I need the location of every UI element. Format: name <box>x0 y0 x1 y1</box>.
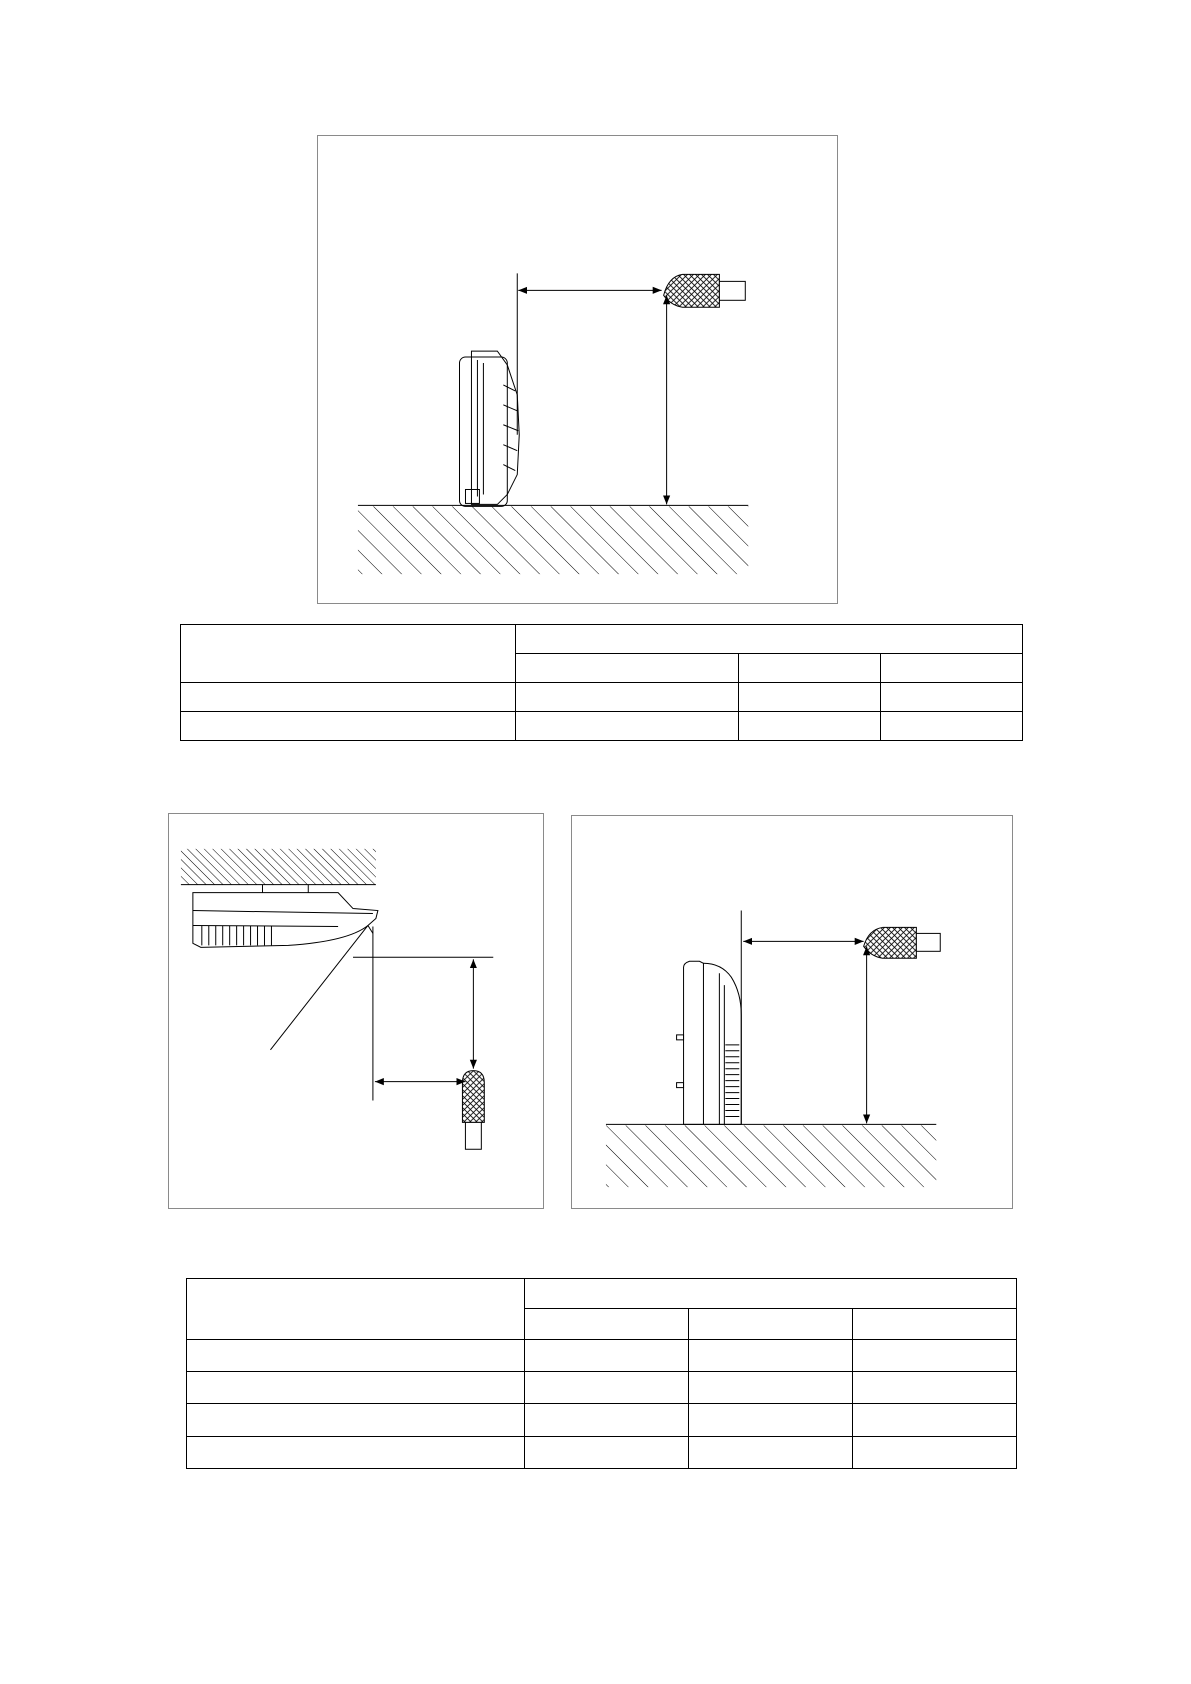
figure-floor-stand-svg <box>572 816 1012 1208</box>
spec-table-1 <box>180 624 1023 741</box>
table-header-cell <box>739 654 881 683</box>
table-row <box>187 1371 1017 1403</box>
table-row <box>187 1404 1017 1436</box>
table-cell <box>739 712 881 741</box>
table-cell <box>689 1339 853 1371</box>
spec-table-2 <box>186 1278 1017 1469</box>
table-cell <box>853 1371 1017 1403</box>
table-cell <box>853 1339 1017 1371</box>
table-header-cell <box>187 1279 525 1340</box>
table-cell <box>525 1371 689 1403</box>
sensor-probe-drawing <box>664 274 746 307</box>
table-header-cell <box>525 1279 1017 1309</box>
table-cell <box>187 1436 525 1468</box>
table-cell <box>516 683 739 712</box>
table-cell <box>516 712 739 741</box>
table-header-cell <box>881 654 1023 683</box>
figure-wall-mount-svg <box>318 136 837 603</box>
floor-hatch <box>606 1125 936 1187</box>
table-cell <box>187 1339 525 1371</box>
leader-line <box>270 925 367 1049</box>
table-cell <box>525 1404 689 1436</box>
table-cell <box>689 1404 853 1436</box>
table-cell <box>853 1404 1017 1436</box>
table-cell <box>689 1371 853 1403</box>
table-cell <box>187 1371 525 1403</box>
ceiling-hatch <box>181 849 376 885</box>
table-header-cell <box>525 1309 689 1339</box>
table-cell <box>525 1339 689 1371</box>
table-row <box>181 625 1023 654</box>
table-cell <box>853 1436 1017 1468</box>
sensor-probe-drawing <box>864 927 941 958</box>
table-row <box>181 712 1023 741</box>
table-row <box>187 1339 1017 1371</box>
table-row <box>187 1436 1017 1468</box>
figure-ceiling-mount-side <box>168 813 544 1209</box>
figure-wall-mount-side <box>317 135 838 604</box>
table-row <box>181 683 1023 712</box>
sensor-probe-drawing <box>462 1071 484 1150</box>
table-header-cell <box>181 625 516 683</box>
table-header-cell <box>853 1309 1017 1339</box>
indoor-unit-drawing <box>193 885 378 948</box>
table-cell <box>187 1404 525 1436</box>
table-cell <box>739 683 881 712</box>
table-row <box>187 1279 1017 1309</box>
indoor-unit-drawing <box>677 961 742 1124</box>
table-cell <box>181 683 516 712</box>
table-header-cell <box>516 654 739 683</box>
table-cell <box>689 1436 853 1468</box>
table-header-cell <box>516 625 1023 654</box>
floor-hatch <box>358 506 748 574</box>
figure-ceiling-mount-svg <box>169 814 543 1208</box>
table-cell <box>881 683 1023 712</box>
figure-floor-stand-side <box>571 815 1013 1209</box>
table-header-cell <box>689 1309 853 1339</box>
table-cell <box>181 712 516 741</box>
table-cell <box>525 1436 689 1468</box>
table-cell <box>881 712 1023 741</box>
indoor-unit-drawing <box>460 351 520 506</box>
